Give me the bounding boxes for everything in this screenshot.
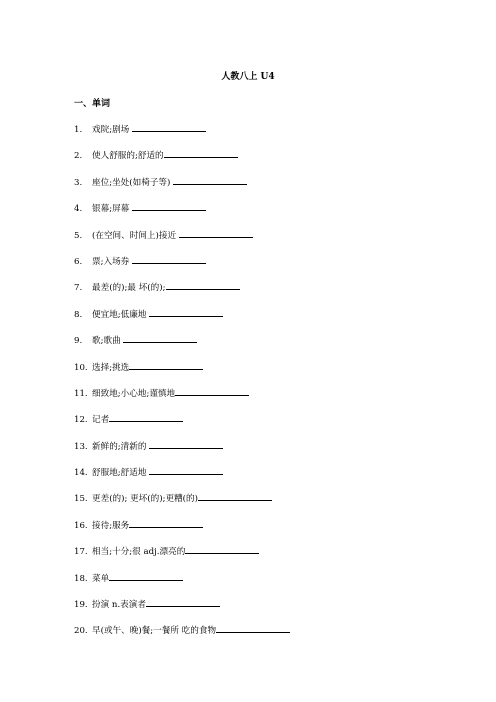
answer-blank[interactable] [129,518,203,528]
item-prompt: 扮演 n.表演者 [92,600,146,611]
list-item [74,386,434,412]
answer-blank[interactable] [149,439,223,449]
item-number: 15. [74,494,88,505]
item-number: 1. [74,125,83,135]
item-number: 19. [74,600,88,611]
list-item [74,307,434,333]
section-heading: 一、单词 [74,99,111,109]
item-number: 8. [74,309,83,320]
list-item [74,439,434,465]
item-prompt: 新鲜的;清新的 [92,441,150,452]
item-prompt: 选择;挑选 [92,362,130,373]
list-item [74,465,434,491]
item-prompt: 相当;十分;很 adj.漂亮的 [92,547,186,558]
answer-blank[interactable] [179,228,253,238]
answer-blank[interactable] [129,360,203,370]
answer-blank[interactable] [146,597,220,607]
item-number: 20. [74,626,88,637]
item-number: 5. [74,230,83,241]
item-number: 10. [74,362,88,373]
item-prompt: 便宜地;低廉地 [92,309,150,320]
list-item [74,360,434,386]
list-item [74,280,434,306]
answer-blank[interactable] [185,544,259,554]
list-item [74,518,434,544]
list-item [74,412,434,438]
answer-blank[interactable] [109,412,183,422]
vocabulary-list [74,122,434,650]
answer-blank[interactable] [132,122,206,132]
answer-blank[interactable] [198,491,272,501]
item-prompt: 记者 [92,415,110,426]
list-item [74,544,434,570]
item-prompt: 舒服地;舒适地 [92,468,150,479]
item-number: 7. [74,283,83,294]
item-number: 12. [74,415,88,426]
list-item [74,122,434,148]
item-prompt: 更差(的); 更坏(的);更糟(的) [92,494,198,505]
answer-blank[interactable] [149,465,223,475]
item-number: 6. [74,256,83,267]
item-number: 17. [74,547,88,558]
item-number: 14. [74,468,88,479]
answer-blank[interactable] [175,386,249,396]
list-item [74,597,434,623]
item-prompt: 接待;服务 [92,520,130,531]
list-item [74,254,434,280]
item-number: 13. [74,441,88,452]
item-prompt: 细致地;小心地;谨慎地 [92,388,176,399]
item-number: 18. [74,573,88,584]
answer-blank[interactable] [123,333,197,343]
item-prompt: 早(或午、晚)餐;一餐所 吃的食物 [92,626,217,637]
item-number: 11. [74,388,88,399]
answer-blank[interactable] [216,623,290,633]
item-number: 3. [74,177,83,188]
answer-blank[interactable] [166,280,240,290]
answer-blank[interactable] [164,148,238,158]
item-prompt: 票;入场券 [92,256,133,267]
list-item [74,623,434,649]
item-prompt: 银幕;屏幕 [92,204,133,215]
page-title: 人教八上 U4 [221,72,275,82]
list-item [74,175,434,201]
item-prompt: 使人舒服的;舒适的 [92,151,164,162]
answer-blank[interactable] [149,307,223,317]
answer-blank[interactable] [132,254,206,264]
item-prompt: 座位;坐处(如椅子等) [92,177,174,188]
item-prompt: 歌;歌曲 [92,336,124,347]
item-number: 9. [74,336,83,347]
answer-blank[interactable] [109,571,183,581]
list-item [74,148,434,174]
list-item [74,491,434,517]
item-prompt: 最差(的);最 坏(的); [92,283,166,294]
item-prompt: 戏院;剧场 [92,125,133,135]
item-number: 4. [74,204,83,215]
list-item [74,333,434,359]
item-prompt: 菜单 [92,573,110,584]
item-number: 16. [74,520,88,531]
list-item [74,228,434,254]
answer-blank[interactable] [173,175,247,185]
answer-blank[interactable] [132,201,206,211]
item-number: 2. [74,151,83,162]
list-item [74,571,434,597]
item-prompt: (在空间、时间上)接近 [92,230,179,241]
list-item [74,201,434,227]
